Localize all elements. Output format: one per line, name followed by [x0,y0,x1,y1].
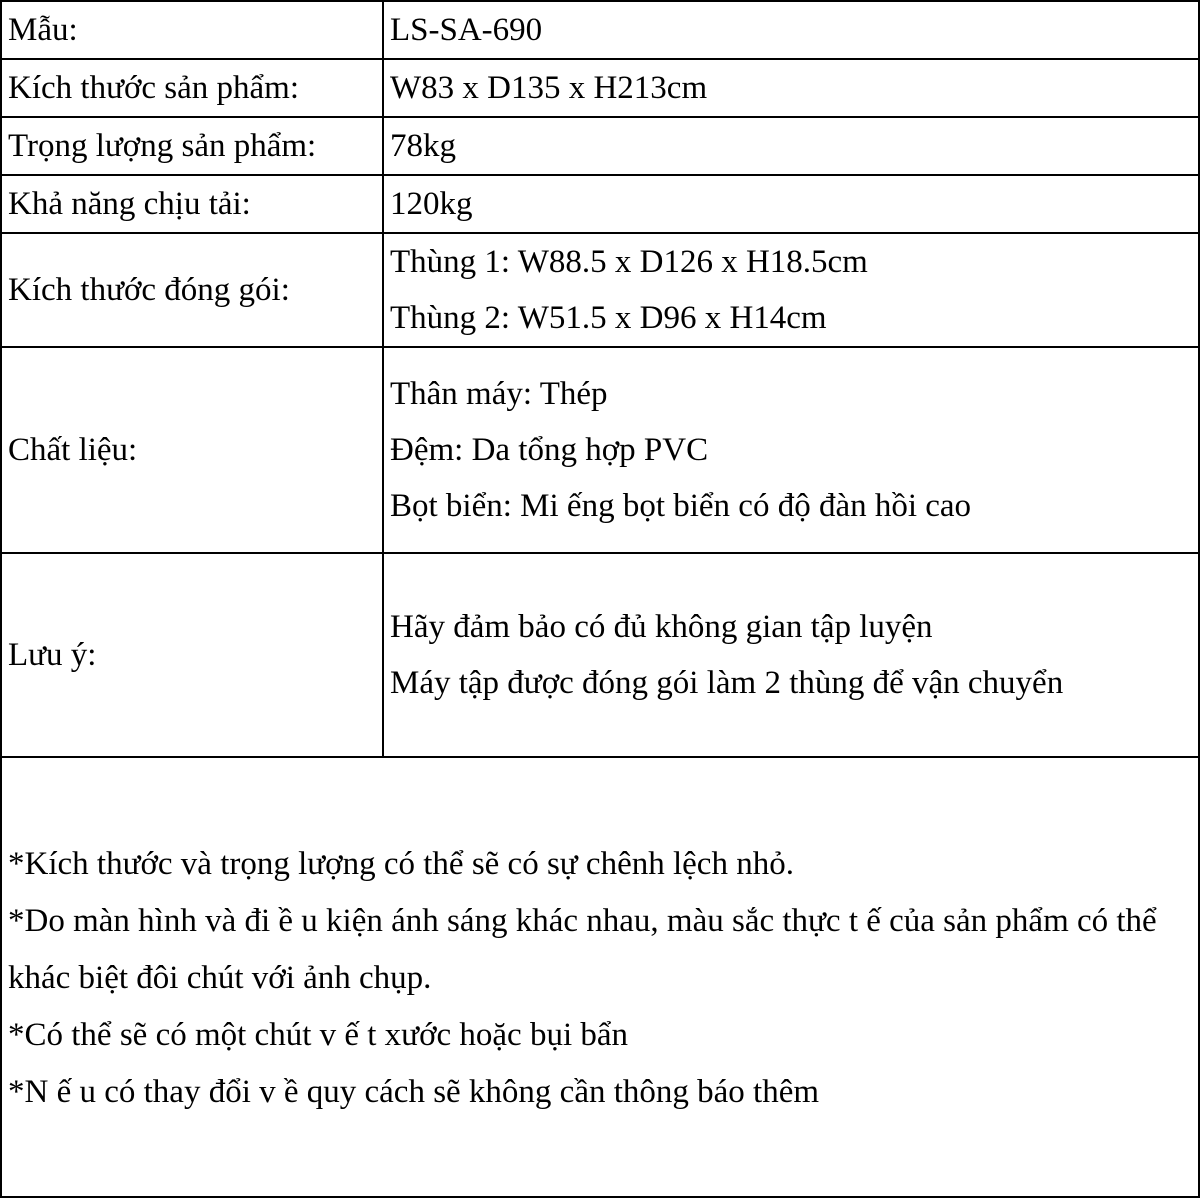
table-row [1,347,1199,553]
row-value [383,347,1199,553]
row-label: Kích thước sản phẩm: [1,59,383,117]
row-label: Khả năng chịu tải: [1,175,383,233]
row-label: Trọng lượng sản phẩm: [1,117,383,175]
note-line: *Có thể sẽ có một chút v ế t xước hoặc bụi bẩn [8,1017,629,1053]
value-line: Thùng 2: W51.5 x D96 x H14cm [390,300,827,336]
note-line: *N ế u có thay đổi v ề quy cách sẽ không cần thông báo thêm [8,1074,820,1110]
value-line: 78kg [390,128,456,164]
table-row [1,1,1199,59]
row-label: Chất liệu: [1,347,383,553]
note-line: khác biệt đôi chút với ảnh chụp. [8,960,432,996]
notes-section [8,836,1194,1121]
row-label: Kích thước đóng gói: [1,233,383,347]
table-row [1,59,1199,117]
table-row [1,233,1199,347]
table-row [1,117,1199,175]
row-value [383,117,1199,175]
row-value [383,175,1199,233]
value-line: Thùng 1: W88.5 x D126 x H18.5cm [390,244,868,280]
value-line: Máy tập được đóng gói làm 2 thùng để vận chuyển [390,665,1064,701]
value-line: Bọt biển: Mi ếng bọt biển có độ đàn hồi cao [390,488,972,524]
value-line: Hãy đảm bảo có đủ không gian tập luyện [390,609,933,645]
table-row [1,553,1199,757]
value-line: W83 x D135 x H213cm [390,70,708,106]
row-value [383,1,1199,59]
row-value [383,553,1199,757]
value-line: LS-SA-690 [390,12,543,48]
table-row [1,175,1199,233]
row-label: Mẫu: [1,1,383,59]
note-line: *Do màn hình và đi ề u kiện ánh sáng khác nhau, màu sắc thực t ế của sản phẩm có thể [8,903,1157,939]
value-line: Đệm: Da tổng hợp PVC [390,432,709,468]
value-line: 120kg [390,186,473,222]
note-line: *Kích thước và trọng lượng có thể sẽ có sự chênh lệch nhỏ. [8,846,794,882]
row-label: Lưu ý: [1,553,383,757]
row-value [383,59,1199,117]
value-line: Thân máy: Thép [390,376,608,412]
row-value [383,233,1199,347]
